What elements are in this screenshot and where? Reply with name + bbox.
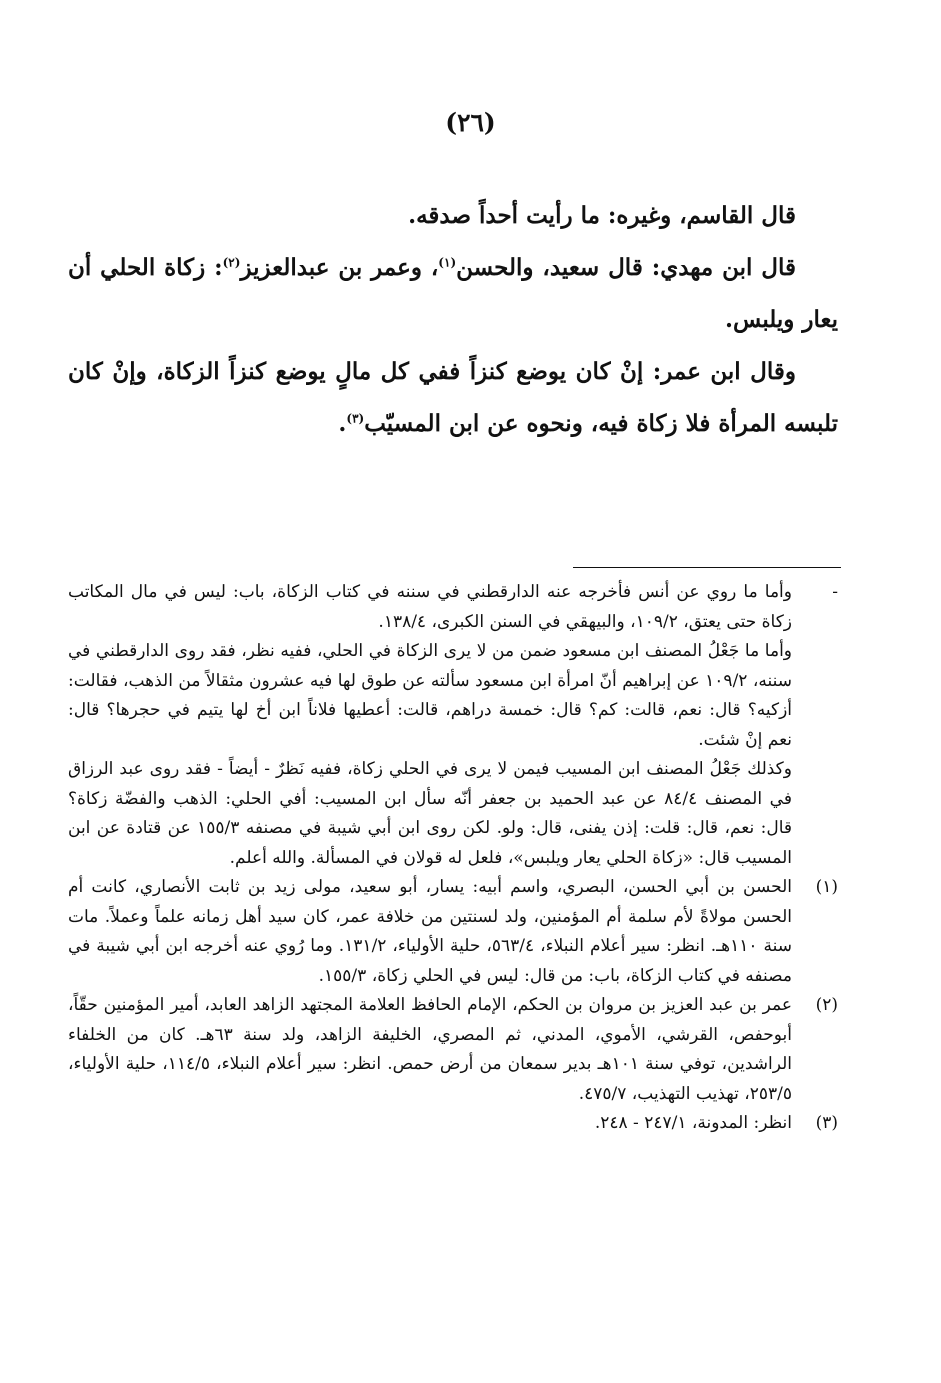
paragraph-2-part-c: : زكاة الحلي أن يعار ويلبس. (68, 254, 838, 333)
footnote-2-mark: (٢) (815, 995, 838, 1015)
footnote-continuation-para: وأما ما روي عن أنس فأخرجه عنه الدارقطني في سننه في كتاب الزكاة، باب: ليس في مال المكاتب زكاة حتى يعتق، ١٠٩/٢، والبيهقي في السنن الكبرى، ١٣٨/٤. (68, 582, 792, 632)
footnote-ref-2: (٢) (222, 255, 241, 270)
main-text (68, 190, 838, 450)
paragraph-3-part-a: وقال ابن عمر: إنْ كان يوضع كنزاً ففي كل مالٍ يوضع كنزاً الزكاة، وإنْ كان تلبسه المرأة فلا زكاة فيه، ونحوه عن ابن المسيّب (68, 358, 838, 437)
page-number: (٢٦) (445, 108, 496, 137)
footnote-2 (68, 991, 838, 1109)
paragraph-3-part-b: . (338, 410, 347, 437)
footnote-continuation-mark: - (832, 582, 838, 602)
footnote-2-text: عمر بن عبد العزيز بن مروان بن الحكم، الإمام الحافظ العلامة المجتهد الزاهد العابد، أمير المؤمنين حقّاً، أبوحفص، القرشي، الأموي، المدني، ثم المصري، الخليفة الزاهد، ولد سنة ٦٣هـ. كان من الخلفاء الراشدين، توفي سنة ١٠١هـ بدير سمعان من أرض حمص. انظر: سير أعلام النبلاء، ١١٤/٥، حلية الأولياء، ٢٥٣/٥، تهذيب التهذيب، ٤٧٥/٧. (68, 995, 792, 1104)
footnote-continuation-para: وأما ما جَعْلُ المصنف ابن مسعود ضمن من لا يرى الزكاة في الحلي، ففيه نظر، فقد روى الدارقطني في سننه، ١٠٩/٢ عن إبراهيم أنّ امرأة ابن مسعود سألته عن طوق لها فيه عشرون مثقالاً من الذهب، فقالت: أزكيه؟ قال: نعم، قالت: كم؟ قال: خمسة دراهم، قالت: أعطيها فلاناً ابن أخ لها يتيم في حجرها؟ قال: نعم إنْ شئت. (68, 641, 793, 750)
paragraph-2-part-a: قال ابن مهدي: قال سعيد، والحسن (456, 254, 797, 281)
footnote-ref-3: (٣) (346, 411, 365, 426)
footnote-ref-1: (١) (438, 255, 457, 270)
footnote-1 (68, 873, 838, 991)
paragraph-2-part-b: ، وعمر بن عبدالعزيز (240, 254, 439, 281)
paragraph-1: قال القاسم، وغيره: ما رأيت أحداً صدقه. (408, 202, 796, 229)
footnote-3 (68, 1109, 838, 1139)
footnotes (68, 578, 838, 1139)
paragraph-3 (68, 346, 838, 450)
footnote-1-text: الحسن بن أبي الحسن، البصري، واسم أبيه: يسار، أبو سعيد، مولى زيد بن ثابت الأنصاري، كانت أم الحسن مولاةً لأم سلمة أم المؤمنين، ولد لسنتين من خلافة عمر، كان سيد أهل زمانه علماً وعملاً. مات سنة ١١٠هـ. انظر: سير أعلام النبلاء، ٥٦٣/٤، حلية الأولياء، ١٣١/٢. وما رُوي عنه أخرجه ابن أبي شيبة في مصنفه في كتاب الزكاة، باب: من قال: ليس في الحلي زكاة، ١٥٥/٣. (68, 877, 792, 986)
footnote-continuation-body (68, 578, 792, 873)
paragraph-2 (68, 242, 838, 346)
footnote-1-mark: (١) (815, 877, 838, 897)
footnote-3-text: انظر: المدونة، ٢٤٧/١ - ٢٤٨. (594, 1113, 792, 1133)
footnote-continuation-para: وكذلك جَعْلُ المصنف ابن المسيب فيمن لا يرى في الحلي زكاة، ففيه نَظرٌ - أيضاً - فقد روى عبد الرزاق في المصنف ٨٤/٤ عن عبد الحميد بن جعفر أنّه سأل ابن المسيب: أفي الحلي: الذهب والفضّة زكاة؟ قال: نعم، قال: قلت: إذن يفنى، قال: ولو. لكن روى ابن أبي شيبة في مصنفه ١٥٥/٣ عن قتادة عن ابن المسيب قال: «زكاة الحلي يعار ويلبس»، فلعل له قولان في المسألة. والله أعلم. (68, 759, 793, 868)
footnote-separator (573, 567, 841, 568)
footnote-continuation (68, 578, 838, 873)
footnote-3-mark: (٣) (815, 1113, 838, 1133)
